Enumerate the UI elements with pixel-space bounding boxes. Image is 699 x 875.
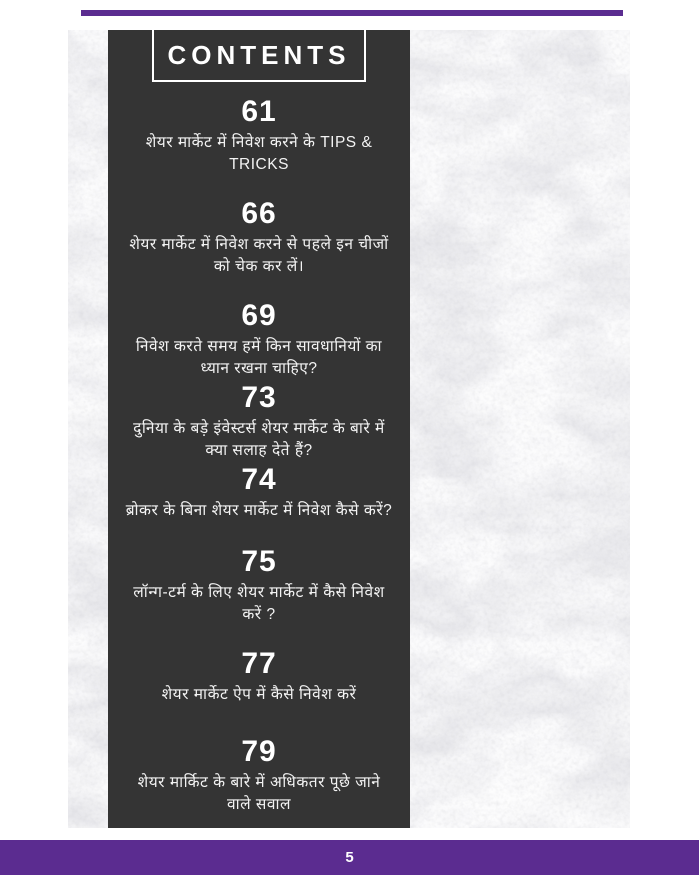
entry-title: लॉन्ग-टर्म के लिए शेयर मार्केट में कैसे निवेश करें ?	[133, 584, 385, 623]
entry-page-number: 66	[241, 197, 277, 230]
entry-title: ब्रोकर के बिना शेयर मार्केट में निवेश कैसे करें?	[125, 502, 393, 519]
entry-title: निवेश करते समय हमें किन सावधानियों का ध्यान रखना चाहिए?	[135, 338, 383, 377]
toc-entry	[108, 298, 410, 380]
footer-page-number: 5	[345, 849, 354, 866]
entry-page-number: 73	[241, 381, 277, 414]
toc-entry	[108, 196, 410, 278]
entry-title: शेयर मार्केट में निवेश करने के TIPS & TRICKS	[145, 134, 373, 173]
top-accent-bar	[81, 10, 623, 16]
entry-page-number: 77	[241, 647, 277, 680]
entry-page-number: 75	[241, 545, 277, 578]
entry-page-number: 74	[241, 463, 277, 496]
entry-page-number: 69	[241, 299, 277, 332]
entry-page-number: 79	[241, 735, 277, 768]
toc-entry	[108, 94, 410, 176]
page-title: CONTENTS	[167, 39, 351, 70]
footer-bar	[0, 840, 699, 875]
entry-title: शेयर मार्किट के बारे में अधिकतर पूछे जाने वाले सवाल	[137, 774, 381, 813]
contents-title-box	[152, 30, 366, 82]
contents-panel	[108, 30, 410, 828]
toc-entry	[108, 646, 410, 706]
entry-title: दुनिया के बड़े इंवेस्टर्स शेयर मार्केट के बारे में क्या सलाह देते हैं?	[133, 420, 385, 459]
toc-entry	[108, 544, 410, 626]
toc-list	[108, 82, 410, 816]
ice-photo	[68, 30, 630, 828]
toc-entry	[108, 380, 410, 462]
entry-page-number: 61	[241, 95, 277, 128]
toc-entry	[108, 734, 410, 816]
entry-title: शेयर मार्केट में निवेश करने से पहले इन चीजों को चेक कर लें।	[129, 236, 389, 275]
entry-title: शेयर मार्केट ऐप में कैसे निवेश करें	[161, 686, 357, 703]
toc-entry	[108, 462, 410, 522]
